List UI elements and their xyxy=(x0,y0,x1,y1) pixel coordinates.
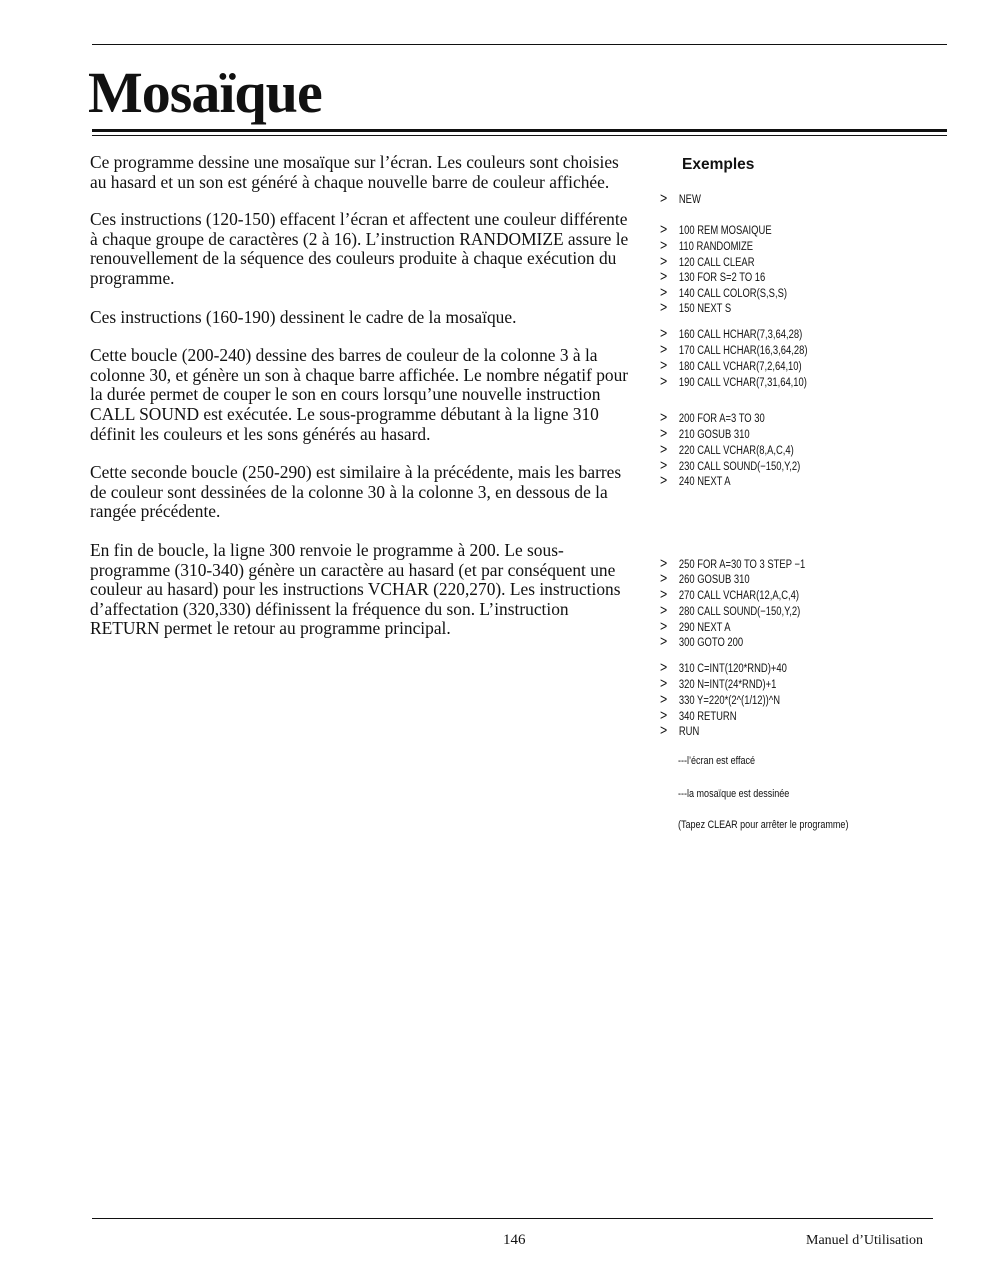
paragraph-subroutine: En fin de boucle, la ligne 300 renvoie le programme à 200. Le sous-programme (310-340) génère un caractère au hasard (et par conséquent une couleur au hasard) pour les instructions VCHAR (220,270). Les instructions d’affectation (320,330) définissent la fréquence du son. L’instruction RETURN permet le retour au programme principal. xyxy=(90,539,621,639)
code-line xyxy=(660,473,731,490)
run-note: ---la mosaïque est dessinée xyxy=(678,788,790,800)
prompt-symbol: > xyxy=(660,237,668,254)
code-text: 140 CALL COLOR(S,S,S) xyxy=(678,288,787,300)
code-text: 330 Y=220*(2^(1/12))^N xyxy=(678,695,781,707)
code-line xyxy=(660,442,794,459)
prompt-symbol: > xyxy=(660,602,668,619)
run-note: (Tapez CLEAR pour arrêter le programme) xyxy=(678,819,849,831)
examples-heading: Exemples xyxy=(682,156,755,173)
code-line xyxy=(660,634,743,651)
top-rule xyxy=(92,44,947,45)
code-text: 290 NEXT A xyxy=(678,622,731,634)
code-line xyxy=(660,358,802,375)
code-text: 120 CALL CLEAR xyxy=(678,257,755,269)
code-text: 110 RANDOMIZE xyxy=(678,241,754,253)
code-line xyxy=(660,410,765,427)
code-text: 260 GOSUB 310 xyxy=(678,574,750,586)
code-text: 130 FOR S=2 TO 16 xyxy=(678,272,766,284)
code-line xyxy=(660,603,800,620)
prompt-symbol: > xyxy=(660,284,668,301)
code-text: 230 CALL SOUND(−150,Y,2) xyxy=(678,461,801,473)
prompt-symbol: > xyxy=(660,409,668,426)
code-text: 240 NEXT A xyxy=(678,476,731,488)
prompt-symbol: > xyxy=(660,659,668,676)
prompt-symbol: > xyxy=(660,691,668,708)
paragraph-first-loop: Cette boucle (200-240) dessine des barres de couleur de la colonne 3 à la colonne 30, et génère un son à chaque barre affichée. Le nombre négatif pour la durée permet de couper le son en cours lorsqu’une nouvelle instruction CALL SOUND est exécutée. Le sous-programme débutant à la ligne 310 définit les couleurs et les sons générés au hasard. xyxy=(90,345,629,444)
code-text: 310 C=INT(120*RND)+40 xyxy=(678,663,787,675)
prompt-symbol: > xyxy=(660,457,668,474)
prompt-symbol: > xyxy=(660,441,668,458)
code-text: 190 CALL VCHAR(7,31,64,10) xyxy=(678,377,807,389)
title-rule-thick xyxy=(92,129,947,132)
code-text: 340 RETURN xyxy=(678,711,737,723)
footer-title: Manuel d’Utilisation xyxy=(806,1233,924,1248)
prompt-symbol: > xyxy=(660,707,668,724)
code-line xyxy=(660,222,772,239)
prompt-symbol: > xyxy=(660,357,668,374)
title-rule-thin xyxy=(92,135,947,136)
code-text: 170 CALL HCHAR(16,3,64,28) xyxy=(678,345,808,357)
paragraph-frame: Ces instructions (160-190) dessinent le cadre de la mosaïque. xyxy=(90,306,517,327)
code-text: 220 CALL VCHAR(8,A,C,4) xyxy=(678,445,794,457)
prompt-symbol: > xyxy=(660,373,668,390)
prompt-symbol: > xyxy=(660,253,668,270)
prompt-symbol: > xyxy=(660,425,668,442)
prompt-symbol: > xyxy=(660,570,668,587)
prompt-symbol: > xyxy=(660,633,668,650)
code-line xyxy=(660,571,750,588)
prompt-symbol: > xyxy=(660,341,668,358)
footer-rule xyxy=(92,1218,933,1219)
page-number: 146 xyxy=(503,1232,526,1248)
prompt-symbol: > xyxy=(660,190,668,207)
code-text: 320 N=INT(24*RND)+1 xyxy=(678,679,777,691)
code-text: 250 FOR A=30 TO 3 STEP −1 xyxy=(678,559,806,571)
prompt-symbol: > xyxy=(660,618,668,635)
code-line xyxy=(660,191,701,208)
prompt-symbol: > xyxy=(660,675,668,692)
prompt-symbol: > xyxy=(660,268,668,285)
code-line xyxy=(660,676,776,693)
prompt-symbol: > xyxy=(660,586,668,603)
code-text: 180 CALL VCHAR(7,2,64,10) xyxy=(678,361,802,373)
prompt-symbol: > xyxy=(660,472,668,489)
paragraph-intro: Ce programme dessine une mosaïque sur l’écran. Les couleurs sont choisies au hasard et un son est généré à chaque nouvelle barre de couleur affichée. xyxy=(90,152,619,192)
code-line xyxy=(660,374,807,391)
main-text xyxy=(90,153,635,639)
code-line xyxy=(660,238,753,255)
code-text: 100 REM MOSAIQUE xyxy=(678,225,772,237)
paragraph-second-loop: Cette seconde boucle (250-290) est similaire à la précédente, mais les barres de couleur sont dessinées de la colonne 30 à la colonne 3, en dessous de la rangée précédente. xyxy=(90,462,622,522)
code-text: 160 CALL HCHAR(7,3,64,28) xyxy=(678,329,803,341)
code-line xyxy=(660,723,699,740)
code-text: 200 FOR A=3 TO 30 xyxy=(678,413,765,425)
code-line xyxy=(660,692,780,709)
prompt-symbol: > xyxy=(660,555,668,572)
code-text: NEW xyxy=(678,194,701,206)
page-title: Mosaïque xyxy=(88,60,322,125)
code-line xyxy=(660,660,787,677)
code-line xyxy=(660,300,731,317)
paragraph-clear-colors: Ces instructions (120-150) effacent l’écran et affectent une couleur différente à chaque groupe de caractères (2 à 16). L’instruction RANDOMIZE assure le renouvellement de la séquence des couleurs produite à chaque exécution du programme. xyxy=(90,209,629,288)
code-line xyxy=(660,326,802,343)
code-line xyxy=(660,342,807,359)
code-text: 210 GOSUB 310 xyxy=(678,429,750,441)
code-line xyxy=(660,587,799,604)
run-note: ---l’écran est effacé xyxy=(678,755,756,767)
code-line xyxy=(660,269,765,286)
prompt-symbol: > xyxy=(660,221,668,238)
code-text: RUN xyxy=(678,726,700,738)
prompt-symbol: > xyxy=(660,722,668,739)
prompt-symbol: > xyxy=(660,299,668,316)
prompt-symbol: > xyxy=(660,325,668,342)
code-text: 300 GOTO 200 xyxy=(678,637,744,649)
code-text: 150 NEXT S xyxy=(678,303,732,315)
code-text: 280 CALL SOUND(−150,Y,2) xyxy=(678,606,801,618)
code-line xyxy=(660,426,750,443)
code-text: 270 CALL VCHAR(12,A,C,4) xyxy=(678,590,800,602)
